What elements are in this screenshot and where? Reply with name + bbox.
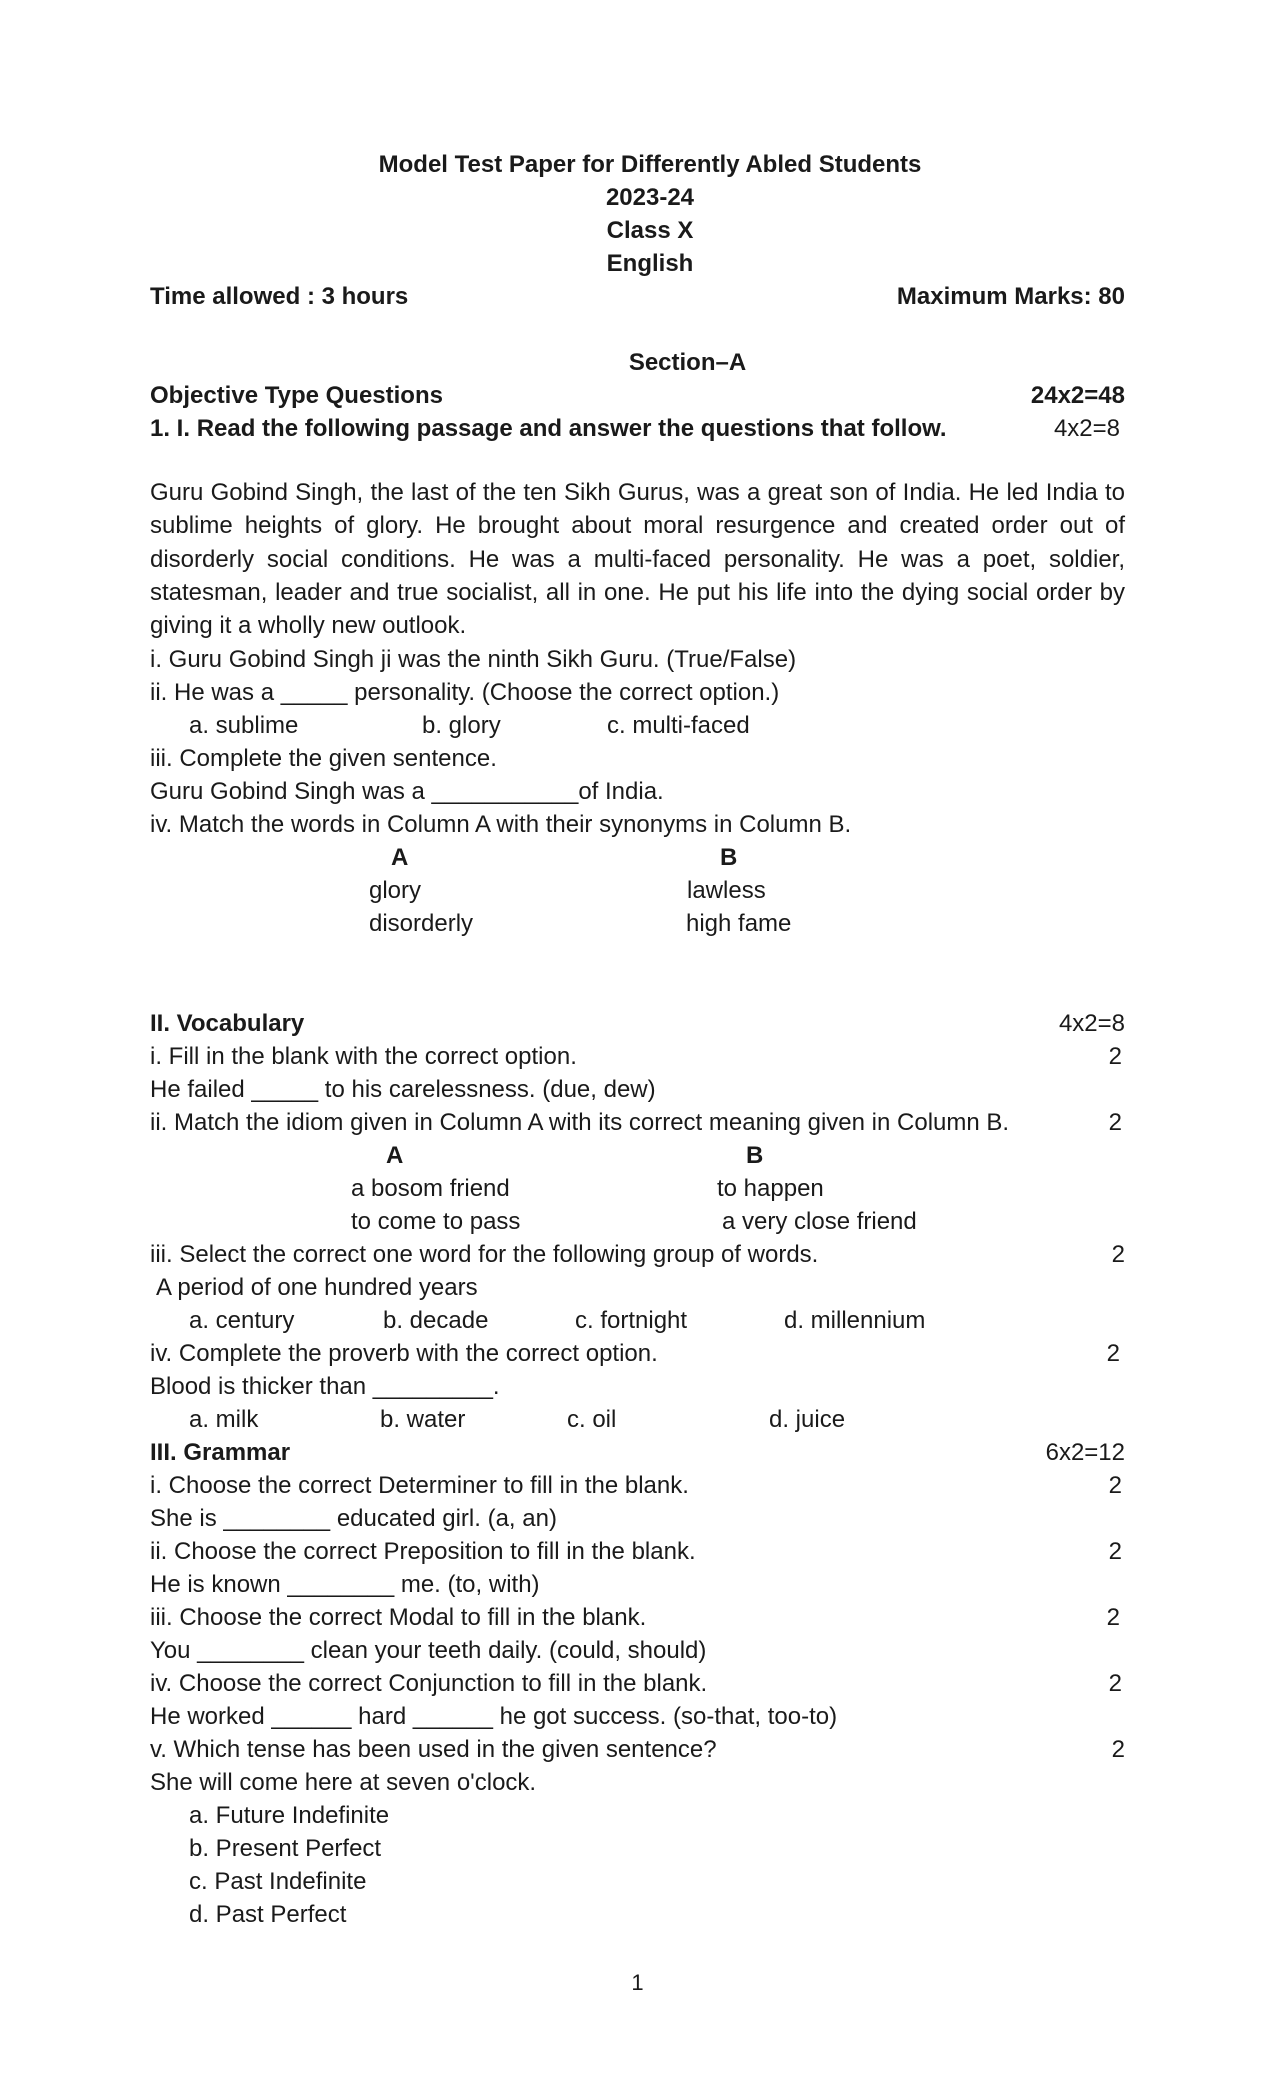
option: c. multi-faced [607,712,750,739]
question-marks: 2 [1106,1340,1120,1367]
option: a. century [189,1307,295,1334]
column-a-item: a bosom friend [351,1175,510,1202]
grammar-q-iii-sentence: You ________ clean your teeth daily. (could, should) [150,1637,707,1664]
q1-iii: iii. Complete the given sentence. [150,745,497,772]
grammar-q-ii-row [150,1535,1125,1568]
option: b. decade [383,1307,489,1334]
objective-label: Objective Type Questions [150,382,443,409]
time-allowed-row [150,280,1125,313]
question-marks: 2 [1108,1043,1122,1070]
match-row [150,1205,1125,1238]
vocab-q-ii: ii. Match the idiom given in Column A with its correct meaning given in Column B. [150,1109,1010,1136]
grammar-heading-row [150,1436,1125,1469]
option: c. fortnight [575,1307,688,1334]
option: c. Past Indefinite [189,1868,367,1895]
grammar-marks: 6x2=12 [1045,1439,1125,1466]
q1-iii-sentence: Guru Gobind Singh was a ___________of India. [150,778,664,805]
column-a-header: A [391,844,409,871]
q1-iv: iv. Match the words in Column A with their synonyms in Column B. [150,811,852,838]
grammar-q-i-row [150,1469,1125,1502]
grammar-heading: III. Grammar [150,1439,291,1466]
q1-i: i. Guru Gobind Singh ji was the ninth Sikh Guru. (True/False) [150,646,797,673]
option: c. oil [567,1406,617,1433]
grammar-q-ii: ii. Choose the correct Preposition to fill in the blank. [150,1538,696,1565]
vocab-q-iv-options [150,1403,1125,1436]
reading-passage: Guru Gobind Singh, the last of the ten Sikh Gurus, was a great son of India. He led India to sublime heights of glory. He brought about moral resurgence and created order out of disorderly social conditions. He was a multi-faced personality. He was a poet, soldier, statesman, leader and true socialist, all in one. He put his life into the dying social order by giving it a wholly new outlook. [150,479,1125,640]
column-a-item: disorderly [369,910,474,937]
vocabulary-heading: II. Vocabulary [150,1010,305,1037]
option: b. glory [422,712,501,739]
column-a-item: to come to pass [351,1208,521,1235]
column-b-item: high fame [686,910,792,937]
time-allowed: Time allowed : 3 hours [150,283,409,310]
paper-class: Class X [606,217,694,244]
paper-year: 2023-24 [605,184,695,211]
grammar-q-iii: iii. Choose the correct Modal to fill in the blank. [150,1604,647,1631]
question-marks: 2 [1108,1670,1122,1697]
paper-subject: English [606,250,694,277]
column-a-item: glory [369,877,422,904]
vocabulary-marks: 4x2=8 [1058,1010,1125,1037]
vocab-q-iii-row [150,1238,1125,1271]
page-number: 1 [631,1970,644,1995]
vocab-q-ii-row [150,1106,1125,1139]
option: d. Past Perfect [189,1901,347,1928]
objective-marks: 24x2=48 [1030,382,1125,409]
grammar-q-iii-row [150,1601,1125,1634]
grammar-q-i: i. Choose the correct Determiner to fill in the blank. [150,1472,689,1499]
paper-title: Model Test Paper for Differently Abled Students [378,151,922,178]
grammar-q-i-sentence: She is ________ educated girl. (a, an) [150,1505,557,1532]
column-a-header: A [386,1142,404,1169]
q1-marks: 4x2=8 [1053,415,1120,442]
q1-iv-column-headers [150,841,1125,874]
q1-heading: 1. I. Read the following passage and answer the questions that follow. [150,415,947,442]
vocabulary-heading-row [150,1007,1125,1040]
section-a-title: Section–A [628,349,747,376]
q1-heading-row [150,412,1125,445]
idiom-column-headers [150,1139,1125,1172]
match-row [150,874,1125,907]
column-b-item: a very close friend [722,1208,917,1235]
column-b-item: lawless [687,877,766,904]
vocab-q-i: i. Fill in the blank with the correct option. [150,1043,577,1070]
question-marks: 2 [1111,1736,1125,1763]
vocab-q-iii-phrase: A period of one hundred years [156,1274,478,1301]
vocab-q-iv-sentence: Blood is thicker than _________. [150,1373,500,1400]
grammar-q-v-sentence: She will come here at seven o'clock. [150,1769,537,1796]
objective-row [150,379,1125,412]
vocab-q-i-row [150,1040,1125,1073]
grammar-q-iv-row [150,1667,1125,1700]
q1-ii-options [150,709,1125,742]
option: d. juice [769,1406,846,1433]
question-marks: 2 [1106,1604,1120,1631]
vocab-q-i-sentence: He failed _____ to his carelessness. (due, dew) [150,1076,656,1103]
grammar-q-v: v. Which tense has been used in the given sentence? [150,1736,717,1763]
question-marks: 2 [1108,1538,1122,1565]
option: a. Future Indefinite [189,1802,390,1829]
vocab-q-iii-options [150,1304,1125,1337]
q1-ii: ii. He was a _____ personality. (Choose the correct option.) [150,679,780,706]
option: b. Present Perfect [189,1835,382,1862]
vocab-q-iv: iv. Complete the proverb with the correct option. [150,1340,658,1367]
option: a. milk [189,1406,259,1433]
question-marks: 2 [1111,1241,1125,1268]
grammar-q-iv: iv. Choose the correct Conjunction to fill in the blank. [150,1670,708,1697]
maximum-marks: Maximum Marks: 80 [896,283,1125,310]
grammar-q-iv-sentence: He worked ______ hard ______ he got success. (so-that, too-to) [150,1703,838,1730]
column-b-header: B [720,844,738,871]
option: b. water [380,1406,466,1433]
match-row [150,907,1125,940]
question-marks: 2 [1108,1472,1122,1499]
column-b-item: to happen [717,1175,824,1202]
column-b-header: B [746,1142,764,1169]
option: d. millennium [784,1307,926,1334]
option: a. sublime [189,712,299,739]
grammar-q-v-row [150,1733,1125,1766]
question-marks: 2 [1108,1109,1122,1136]
vocab-q-iv-row [150,1337,1125,1370]
vocab-q-iii: iii. Select the correct one word for the following group of words. [150,1241,819,1268]
match-row [150,1172,1125,1205]
grammar-q-ii-sentence: He is known ________ me. (to, with) [150,1571,540,1598]
exam-page [150,0,1125,2100]
